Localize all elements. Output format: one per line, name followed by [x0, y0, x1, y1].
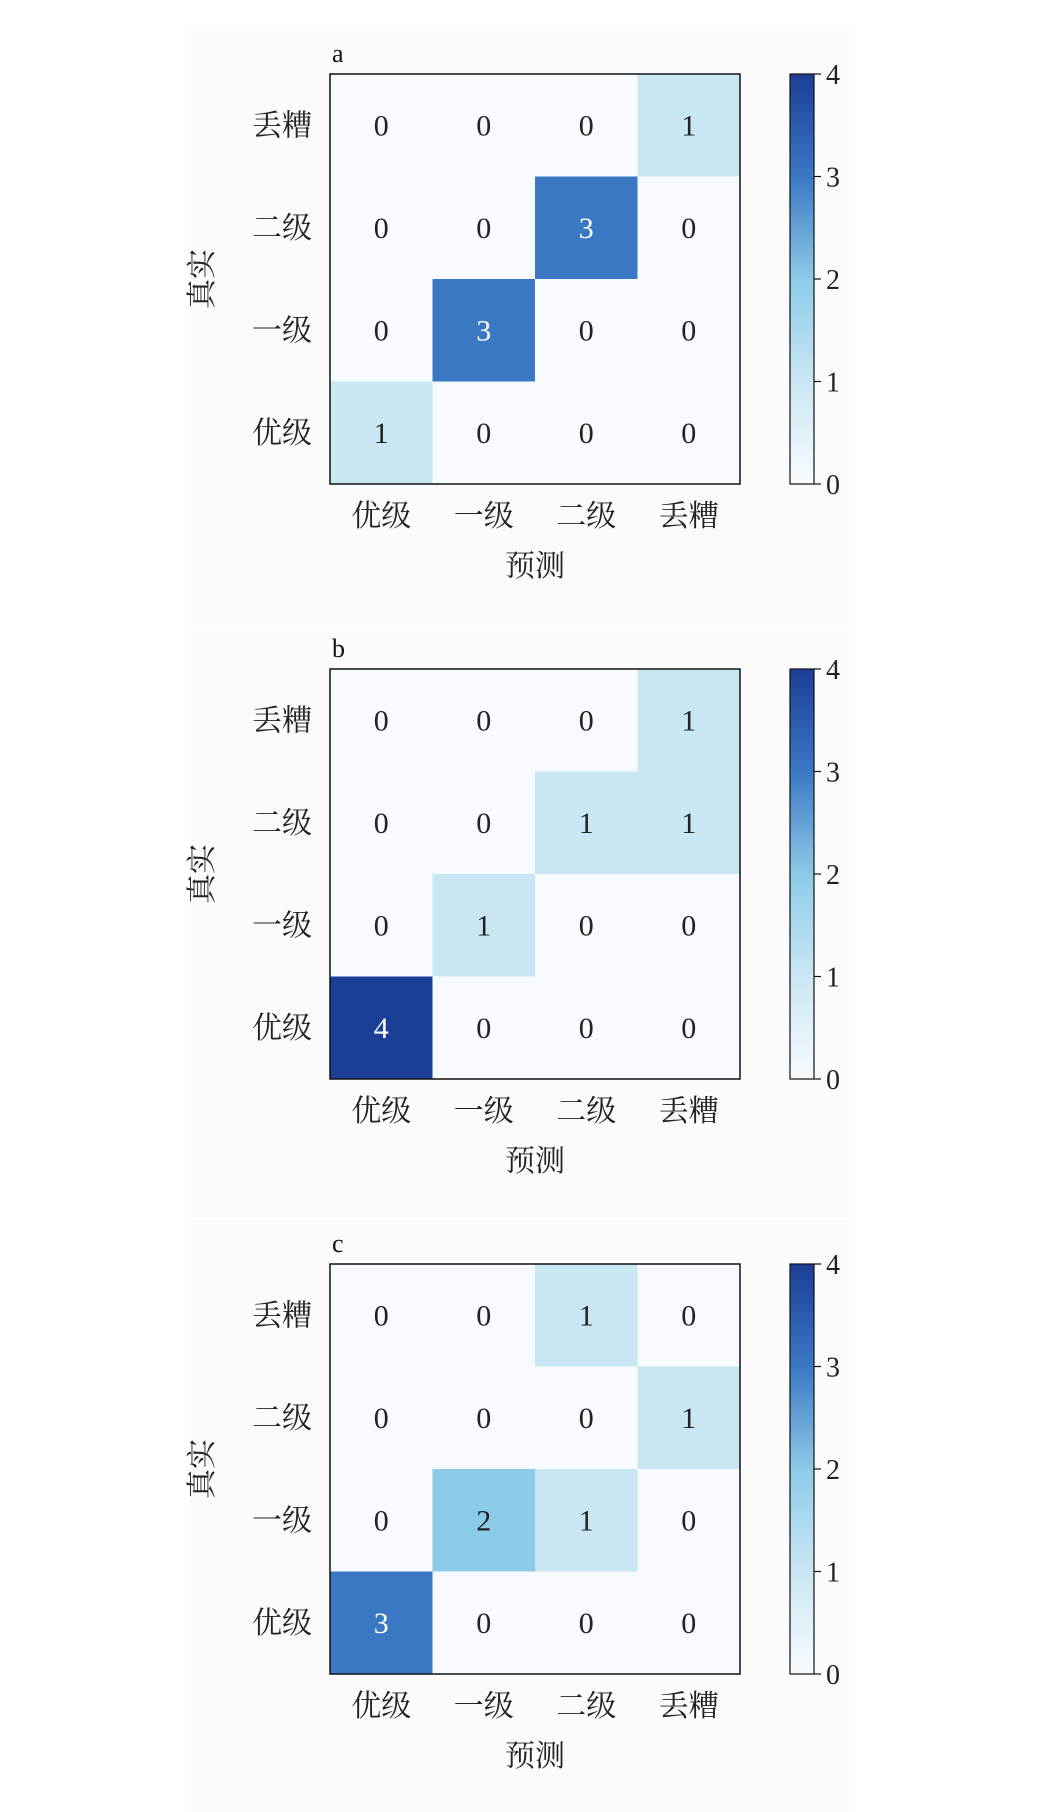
cell-value: 0	[476, 1011, 492, 1045]
cell-value: 0	[578, 909, 594, 943]
y-tick-label: 丢糟	[252, 703, 312, 739]
heatmap-svg	[185, 625, 850, 1217]
x-axis-label: 预测	[505, 1144, 565, 1179]
cell-value: 0	[373, 1504, 389, 1538]
colorbar-tick-label: 3	[826, 1352, 840, 1384]
cell-value: 0	[373, 1401, 389, 1435]
cell-value: 0	[578, 704, 594, 738]
x-tick-label: 丢糟	[658, 1689, 719, 1724]
x-tick-label: 丢糟	[658, 499, 719, 534]
y-tick-label: 丢糟	[252, 108, 312, 144]
panel-a	[185, 30, 850, 622]
cell-value: 1	[578, 1504, 594, 1538]
colorbar-tick-label: 2	[826, 1455, 840, 1486]
x-tick-label: 一级	[453, 1689, 514, 1724]
cell-value: 0	[373, 806, 389, 840]
panel-label: b	[332, 634, 345, 663]
x-tick-label: 优级	[351, 1094, 412, 1129]
y-tick-label: 一级	[252, 313, 312, 349]
colorbar-tick-label: 4	[826, 655, 840, 686]
x-tick-label: 二级	[556, 499, 617, 534]
y-axis-label: 真实	[185, 844, 220, 904]
cell-value: 0	[476, 806, 492, 840]
colorbar-tick-label: 2	[826, 265, 840, 296]
x-tick-label: 一级	[453, 1094, 514, 1129]
y-tick-label: 二级	[252, 1400, 312, 1436]
colorbar-tick-label: 3	[826, 162, 840, 194]
cell-value: 0	[476, 109, 492, 143]
cell-value: 0	[681, 1606, 697, 1640]
cell-value: 1	[681, 109, 697, 143]
colorbar-tick-label: 0	[826, 1660, 840, 1691]
panel-c	[185, 1220, 850, 1812]
cell-value: 1	[373, 416, 389, 450]
cell-value: 0	[578, 1606, 594, 1640]
cell-value: 1	[681, 704, 697, 738]
y-tick-label: 优级	[252, 1605, 312, 1641]
cell-value: 0	[578, 109, 594, 143]
cell-value: 0	[476, 1299, 492, 1333]
x-axis-label: 预测	[505, 1739, 565, 1774]
cell-value: 3	[578, 211, 594, 245]
colorbar	[790, 74, 814, 484]
cell-value: 2	[476, 1504, 492, 1538]
x-tick-label: 优级	[351, 499, 412, 534]
y-tick-label: 丢糟	[252, 1298, 312, 1334]
cell-value: 1	[681, 1401, 697, 1435]
y-axis-label: 真实	[185, 249, 220, 309]
cell-value: 0	[681, 211, 697, 245]
x-tick-label: 一级	[453, 499, 514, 534]
cell-value: 0	[578, 1011, 594, 1045]
colorbar-tick-label: 1	[826, 1557, 840, 1589]
x-tick-label: 丢糟	[658, 1094, 719, 1129]
panel-label: a	[332, 39, 344, 68]
heatmap-svg	[185, 1220, 850, 1812]
cell-value: 1	[578, 806, 594, 840]
cell-value: 0	[476, 1401, 492, 1435]
panel-label: c	[332, 1229, 344, 1258]
colorbar-tick-label: 4	[826, 60, 840, 91]
cell-value: 0	[476, 211, 492, 245]
x-tick-label: 优级	[351, 1689, 412, 1724]
cell-value: 0	[681, 314, 697, 348]
y-tick-label: 优级	[252, 415, 312, 451]
y-tick-label: 一级	[252, 908, 312, 944]
cell-value: 3	[373, 1606, 389, 1640]
colorbar	[790, 1264, 814, 1674]
y-tick-label: 优级	[252, 1010, 312, 1046]
colorbar	[790, 669, 814, 1079]
cell-value: 0	[681, 909, 697, 943]
cell-value: 0	[681, 1011, 697, 1045]
cell-value: 0	[681, 1504, 697, 1538]
cell-value: 0	[681, 1299, 697, 1333]
x-tick-label: 二级	[556, 1689, 617, 1724]
cell-value: 0	[373, 314, 389, 348]
cell-value: 4	[373, 1011, 389, 1045]
cell-value: 1	[578, 1299, 594, 1333]
colorbar-tick-label: 1	[826, 367, 840, 399]
colorbar-tick-label: 3	[826, 757, 840, 789]
cell-value: 0	[373, 1299, 389, 1333]
colorbar-tick-label: 0	[826, 1065, 840, 1096]
colorbar-tick-label: 0	[826, 470, 840, 501]
y-tick-label: 二级	[252, 210, 312, 246]
cell-value: 0	[476, 416, 492, 450]
x-axis-label: 预测	[505, 549, 565, 584]
cell-value: 0	[578, 314, 594, 348]
cell-value: 1	[681, 806, 697, 840]
cell-value: 0	[373, 909, 389, 943]
cell-value: 0	[578, 1401, 594, 1435]
cell-value: 1	[476, 909, 492, 943]
colorbar-tick-label: 2	[826, 860, 840, 891]
colorbar-tick-label: 4	[826, 1250, 840, 1281]
y-tick-label: 一级	[252, 1503, 312, 1539]
y-axis-label: 真实	[185, 1439, 220, 1499]
cell-value: 0	[373, 109, 389, 143]
panel-b	[185, 625, 850, 1217]
cell-value: 3	[476, 314, 492, 348]
x-tick-label: 二级	[556, 1094, 617, 1129]
heatmap-svg	[185, 30, 850, 622]
y-tick-label: 二级	[252, 805, 312, 841]
cell-value: 0	[373, 211, 389, 245]
cell-value: 0	[681, 416, 697, 450]
colorbar-tick-label: 1	[826, 962, 840, 994]
cell-value: 0	[373, 704, 389, 738]
cell-value: 0	[578, 416, 594, 450]
cell-value: 0	[476, 704, 492, 738]
cell-value: 0	[476, 1606, 492, 1640]
